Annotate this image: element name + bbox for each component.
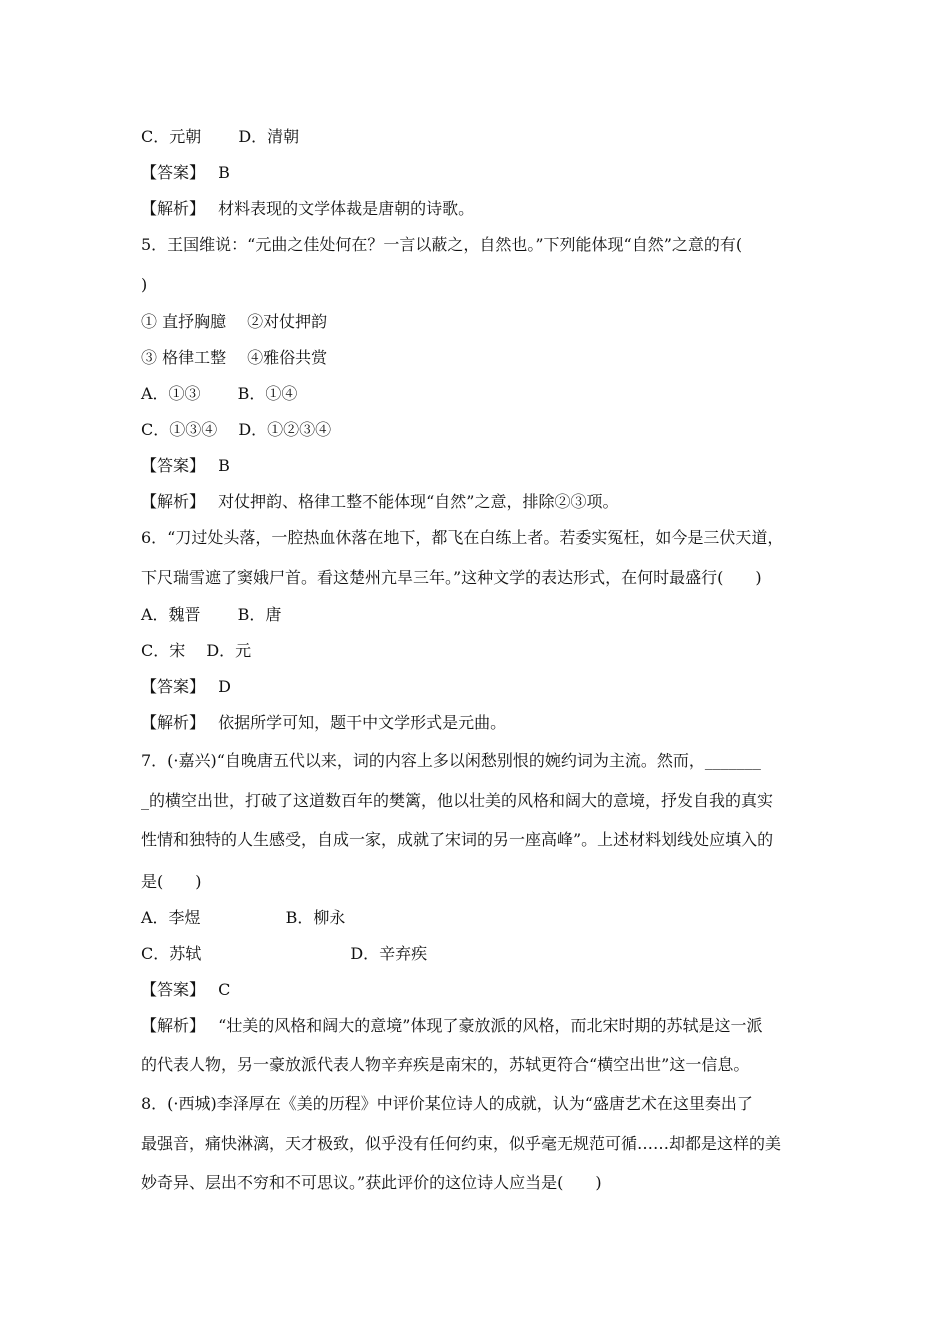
text-line: C．①③④ D．①②③④ [141, 420, 332, 439]
text-line: ① 直抒胸臆 ②对仗押韵 [141, 312, 328, 331]
text-line: A．魏晋 B．唐 [141, 605, 282, 624]
text-line: 【解析】 材料表现的文学体裁是唐朝的诗歌。 [141, 199, 475, 218]
text-line: 的代表人物，另一豪放派代表人物辛弃疾是南宋的，苏轼更符合“横空出世”这一信息。 [141, 1055, 750, 1074]
text-line: C．苏轼 D．辛弃疾 [141, 944, 428, 963]
text-line: 【答案】 C [141, 980, 231, 999]
text-line: C．宋 D．元 [141, 641, 252, 660]
text-line: 下尺瑞雪遮了窦娥尸首。看这楚州亢旱三年。”这种文学的表达形式，在何时最盛行( ) [141, 568, 762, 587]
text-line: 妙奇异、层出不穷和不可思议。”获此评价的这位诗人应当是( ) [141, 1173, 602, 1192]
text-line: 性情和独特的人生感受，自成一家，成就了宋词的另一座高峰”。上述材料划线处应填入的 [141, 830, 774, 849]
text-line: ③ 格律工整 ④雅俗共赏 [141, 348, 328, 367]
text-line: C．元朝 D．清朝 [141, 127, 300, 146]
text-line: A．①③ B．①④ [141, 384, 298, 403]
text-line: 最强音，痛快淋漓，天才极致，似乎没有任何约束，似乎毫无规范可循……却都是这样的美 [141, 1134, 782, 1153]
text-line: 【解析】 对仗押韵、格律工整不能体现“自然”之意，排除②③项。 [141, 492, 619, 511]
text-line: _的横空出世，打破了这道数百年的樊篱，他以壮美的风格和阔大的意境，抒发自我的真实 [141, 791, 774, 810]
text-line: A．李煜 B．柳永 [141, 908, 346, 927]
text-line: 【答案】 B [141, 456, 230, 475]
text-line: 8．(·西城)李泽厚在《美的历程》中评价某位诗人的成就，认为“盛唐艺术在这里奏出了 [141, 1094, 753, 1113]
text-line: 是( ) [141, 872, 202, 891]
text-line: 6．“刀过处头落，一腔热血休落在地下，都飞在白练上者。若委实冤枉，如今是三伏天道， [141, 528, 784, 547]
text-line: ) [141, 275, 148, 294]
text-line: 【解析】 依据所学可知，题干中文学形式是元曲。 [141, 713, 507, 732]
text-line: 【解析】 “壮美的风格和阔大的意境”体现了豪放派的风格，而北宋时期的苏轼是这一派 [141, 1016, 763, 1035]
text-line: 5．王国维说：“元曲之佳处何在？一言以蔽之，自然也。”下列能体现“自然”之意的有( [141, 235, 743, 254]
text-line: 【答案】 B [141, 163, 230, 182]
text-line: 【答案】 D [141, 677, 231, 696]
text-line: 7．(·嘉兴)“自晚唐五代以来，词的内容上多以闲愁别恨的婉约词为主流。然而，_______ [141, 751, 761, 770]
